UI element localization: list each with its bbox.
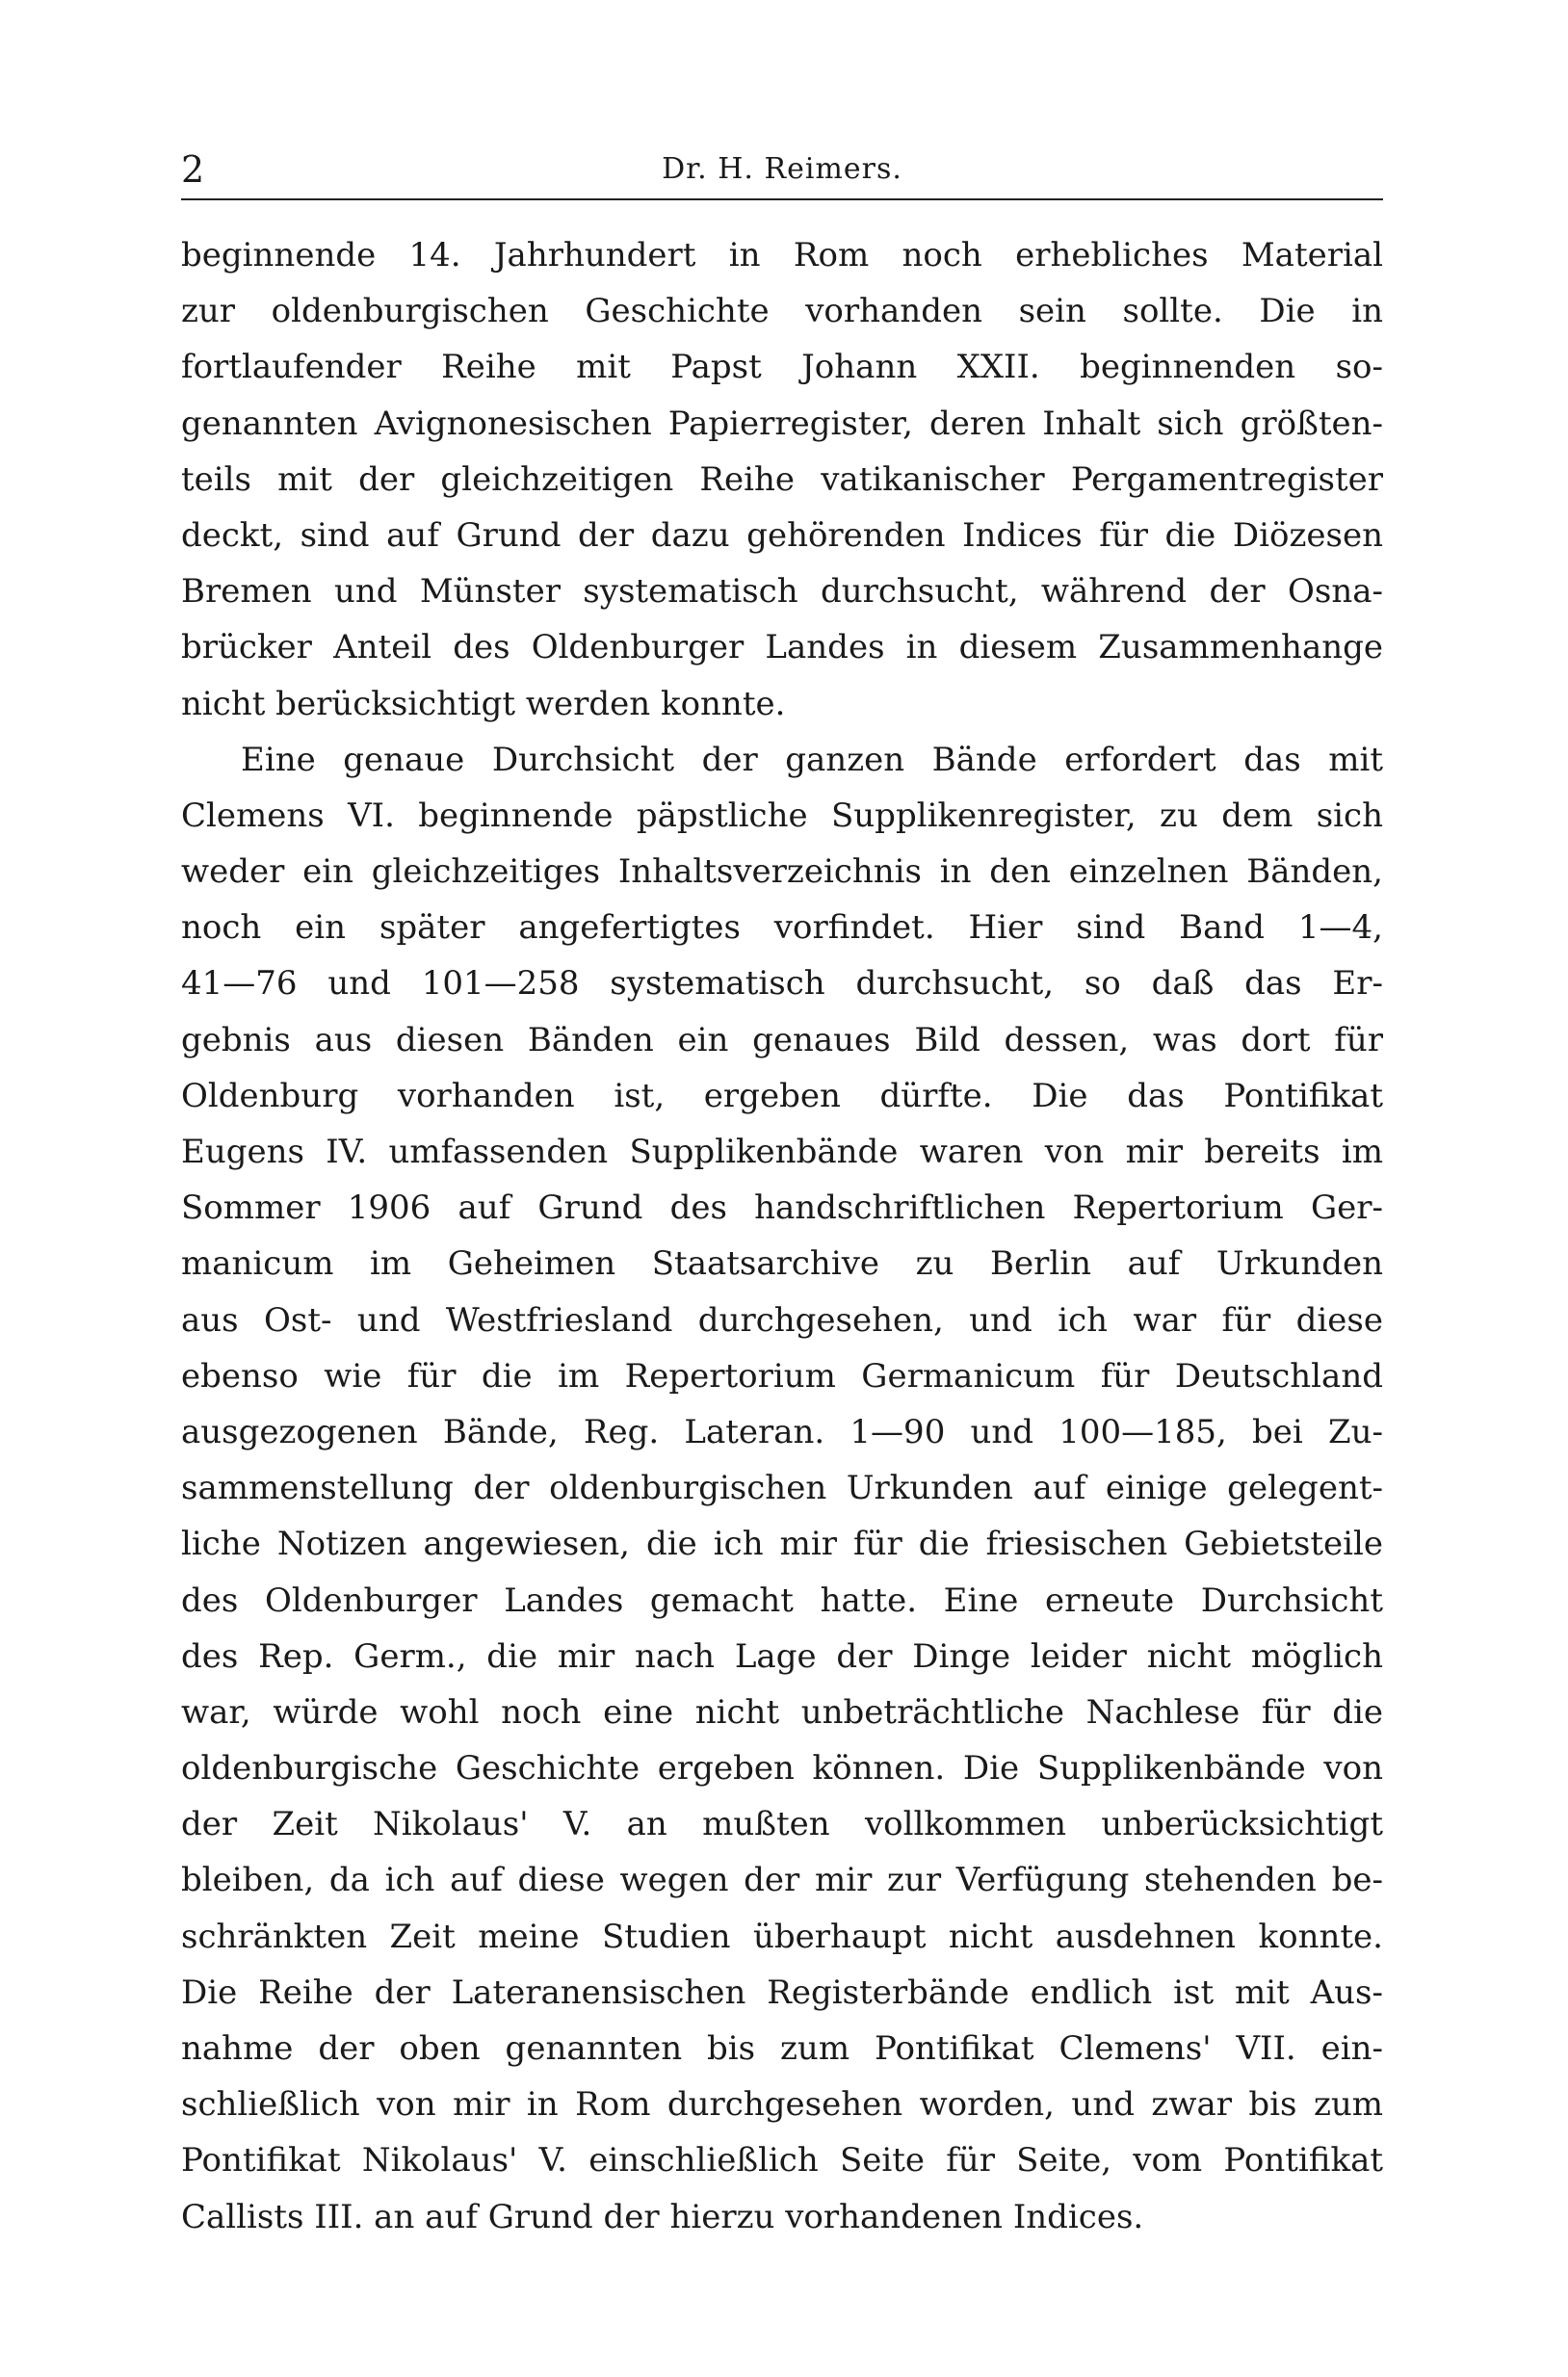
text-line: Callists III. an auf Grund der hierzu vorhandenen Indices.	[181, 2197, 1144, 2236]
text-line: Clemens VI. beginnende päpstliche Supplikenregister, zu dem sich	[181, 796, 1383, 835]
text-line: deckt, sind auf Grund der dazu gehörenden Indices für die Diözesen	[181, 515, 1383, 555]
text-line: gebnis aus diesen Bänden ein genaues Bild dessen, was dort für	[181, 1020, 1383, 1059]
text-line: 41—76 und 101—258 systematisch durchsucht, so daß das Er-	[181, 964, 1383, 1004]
text-line: brücker Anteil des Oldenburger Landes in diesem Zusammenhange	[181, 628, 1383, 667]
text-line: der Zeit Nikolaus' V. an mußten vollkommen unberücksichtigt	[181, 1805, 1383, 1844]
text-line: Bremen und Münster systematisch durchsucht, während der Osna-	[181, 572, 1383, 612]
page-header	[181, 144, 1383, 195]
text-line: sammenstellung der oldenburgischen Urkunden auf einige gelegent-	[181, 1469, 1383, 1508]
text-line: noch ein später angefertigtes vorfindet. Hier sind Band 1—4,	[181, 908, 1383, 948]
text-line: nicht berücksichtigt werden konnte.	[181, 684, 786, 723]
text-line: Sommer 1906 auf Grund des handschriftlichen Repertorium Ger-	[181, 1188, 1383, 1228]
text-line: des Oldenburger Landes gemacht hatte. Eine erneute Durchsicht	[181, 1580, 1383, 1620]
text-line: Die Reihe der Lateranensischen Registerbände endlich ist mit Aus-	[181, 1972, 1383, 2012]
body-text	[181, 227, 1383, 2245]
text-line: ebenso wie für die im Repertorium Germanicum für Deutschland	[181, 1356, 1383, 1396]
text-line: weder ein gleichzeitiges Inhaltsverzeichnis in den einzelnen Bänden,	[181, 852, 1383, 892]
text-line: zur oldenburgischen Geschichte vorhanden sein sollte. Die in	[181, 292, 1383, 331]
text-line: bleiben, da ich auf diese wegen der mir zur Verfügung stehenden be-	[181, 1861, 1383, 1900]
text-line: teils mit der gleichzeitigen Reihe vatikanischer Pergamentregister	[181, 459, 1383, 499]
header-rule	[181, 198, 1383, 200]
running-head: Dr. H. Reimers.	[662, 152, 902, 186]
text-line: liche Notizen angewiesen, die ich mir für die friesischen Gebietsteile	[181, 1525, 1383, 1564]
text-line: schränkten Zeit meine Studien überhaupt nicht ausdehnen konnte.	[181, 1917, 1383, 1956]
text-line: des Rep. Germ., die mir nach Lage der Dinge leider nicht möglich	[181, 1636, 1383, 1676]
text-line: beginnende 14. Jahrhundert in Rom noch erhebliches Material	[181, 236, 1383, 274]
text-line: schließlich von mir in Rom durchgesehen worden, und zwar bis zum	[181, 2085, 1383, 2125]
text-line: fortlaufender Reihe mit Papst Johann XXII. beginnenden so-	[181, 348, 1383, 387]
text-line: manicum im Geheimen Staatsarchive zu Berlin auf Urkunden	[181, 1244, 1383, 1284]
text-line: Eine genaue Durchsicht der ganzen Bände erfordert das mit	[241, 740, 1383, 779]
text-line: Eugens IV. umfassenden Supplikenbände waren von mir bereits im	[181, 1133, 1383, 1171]
text-line: genannten Avignonesischen Papierregister, deren Inhalt sich größten-	[181, 404, 1383, 443]
text-line: nahme der oben genannten bis zum Pontifikat Clemens' VII. ein-	[181, 2029, 1383, 2068]
text-line: Pontifikat Nikolaus' V. einschließlich Seite für Seite, vom Pontifikat	[181, 2141, 1383, 2181]
page-number: 2	[181, 148, 205, 191]
text-line: oldenburgische Geschichte ergeben können. Die Supplikenbände von	[181, 1749, 1383, 1789]
text-line: war, würde wohl noch eine nicht unbeträchtliche Nachlese für die	[181, 1692, 1383, 1732]
text-line: ausgezogenen Bände, Reg. Lateran. 1—90 und 100—185, bei Zu-	[181, 1412, 1383, 1451]
text-line: aus Ost- und Westfriesland durchgesehen, und ich war für diese	[181, 1300, 1383, 1340]
text-line: Oldenburg vorhanden ist, ergeben dürfte. Die das Pontifikat	[181, 1076, 1383, 1115]
